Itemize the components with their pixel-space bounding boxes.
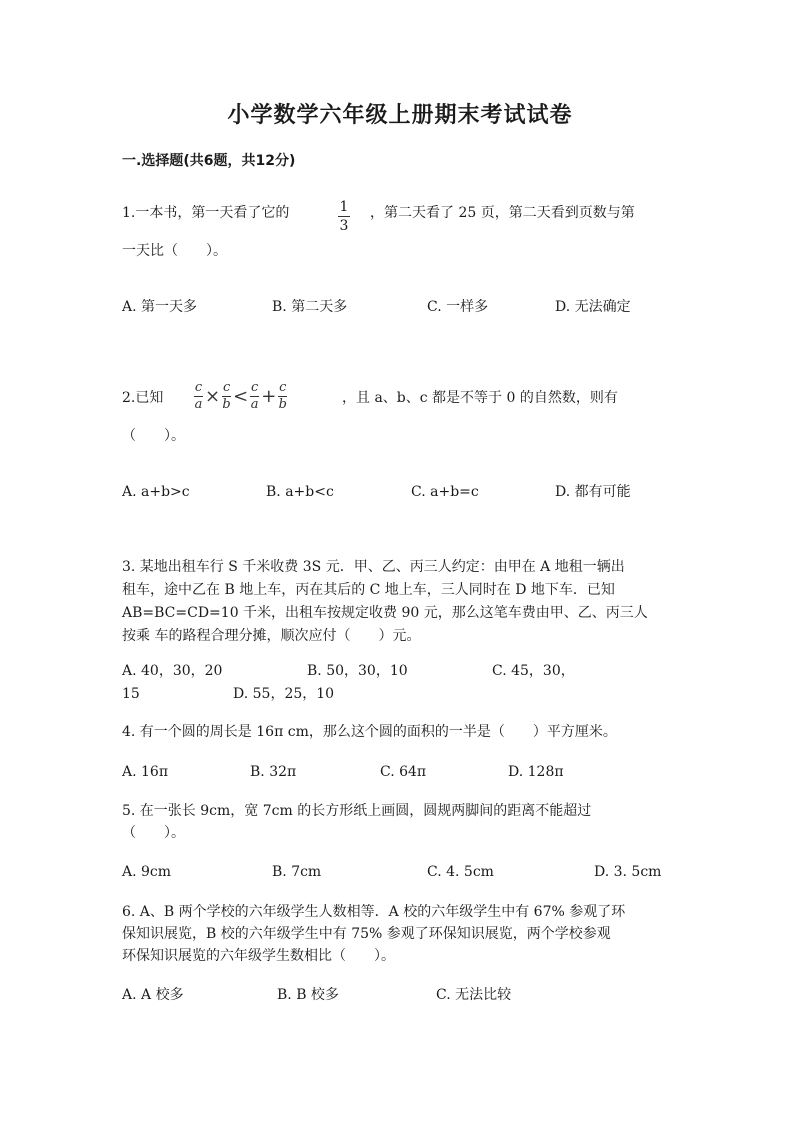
q3-text-line2: 租车，途中乙在 B 地上车，丙在其后的 C 地上车，三人同时在 D 地下车．已知 <box>122 582 615 598</box>
q5-option-b[interactable]: B. 7cm <box>272 864 322 880</box>
section-heading: 一.选择题(共6题，共12分) <box>122 153 296 169</box>
q1-option-a[interactable]: A. 第一天多 <box>122 299 198 315</box>
q1-fraction <box>338 196 350 234</box>
q3-option-b[interactable]: B. 50，30，10 <box>307 663 408 679</box>
q2-text-prefix: 2.已知 <box>122 390 164 406</box>
times-symbol: × <box>205 386 221 407</box>
q2-formula <box>194 381 287 412</box>
q6-option-b[interactable]: B. B 校多 <box>277 987 339 1003</box>
q4-text-line1: 4. 有一个圆的周长是 16π cm，那么这个圆的面积的一半是（ ）平方厘米。 <box>122 724 617 740</box>
q1-text-prefix: 1.一本书，第一天看了它的 <box>122 205 290 221</box>
q2-option-d[interactable]: D. 都有可能 <box>555 484 631 500</box>
q6-option-a[interactable]: A. A 校多 <box>122 987 184 1003</box>
formula-b: b <box>222 397 231 412</box>
q2-option-c[interactable]: C. a+b=c <box>411 484 479 500</box>
plus-symbol: + <box>261 386 277 407</box>
q5-text-line2: （ ）。 <box>122 825 185 841</box>
q4-option-d[interactable]: D. 128π <box>508 764 564 780</box>
q6-text-line2: 保知识展览，B 校的六年级学生中有 75% 参观了环保知识展览，两个学校参观 <box>122 926 611 942</box>
q5-option-c[interactable]: C. 4. 5cm <box>427 864 494 880</box>
less-than-symbol: < <box>233 386 249 407</box>
q1-text-suffix: ，第二天看了 25 页，第二天看到页数与第 <box>370 205 635 221</box>
q6-option-c[interactable]: C. 无法比较 <box>436 987 512 1003</box>
q2-option-a[interactable]: A. a+b>c <box>122 484 190 500</box>
q3-option-a[interactable]: A. 40，30，20 <box>122 663 223 679</box>
formula-c: c <box>279 380 287 395</box>
formula-a: a <box>194 397 203 412</box>
formula-b: b <box>278 397 287 412</box>
formula-c: c <box>251 380 259 395</box>
q2-option-b[interactable]: B. a+b<c <box>266 484 334 500</box>
q3-text-line1: 3. 某地出租车行 S 千米收费 3S 元．甲、乙、丙三人约定：由甲在 A 地租一辆出 <box>122 559 625 575</box>
q3-option-d[interactable]: D. 55，25，10 <box>233 686 335 702</box>
q5-option-d[interactable]: D. 3. 5cm <box>594 864 662 880</box>
page-title: 小学数学六年级上册期末考试试卷 <box>227 103 573 128</box>
formula-c: c <box>194 380 203 395</box>
q3-text-line3: AB=BC=CD=10 千米，出租车按规定收费 90 元，那么这笔车费由甲、乙、丙三人 <box>122 605 648 621</box>
formula-c: c <box>222 380 231 395</box>
q4-option-b[interactable]: B. 32π <box>250 764 297 780</box>
q3-text-line4: 按乘 车的路程合理分摊，顺次应付（ ）元。 <box>122 628 421 644</box>
q1-fraction-numerator: 1 <box>339 199 349 215</box>
q2-text-suffix: ，且 a、b、c 都是不等于 0 的自然数，则有 <box>342 390 618 406</box>
q5-text-line1: 5. 在一张长 9cm，宽 7cm 的长方形纸上画圆，圆规两脚间的距离不能超过 <box>122 803 592 819</box>
q2-text-line2: （ ）。 <box>122 428 185 444</box>
q4-option-a[interactable]: A. 16π <box>122 764 169 780</box>
q6-text-line3: 环保知识展览的六年级学生数相比（ ）。 <box>122 948 395 964</box>
q1-fraction-denominator: 3 <box>339 218 349 234</box>
q3-option-c-continued: 15 <box>122 686 140 702</box>
formula-a: a <box>250 397 259 412</box>
q4-option-c[interactable]: C. 64π <box>380 764 427 780</box>
q5-option-a[interactable]: A. 9cm <box>122 864 172 880</box>
q6-text-line1: 6. A、B 两个学校的六年级学生人数相等．A 校的六年级学生中有 67% 参观了环 <box>122 904 626 920</box>
q1-option-d[interactable]: D. 无法确定 <box>555 299 631 315</box>
q1-option-c[interactable]: C. 一样多 <box>427 299 489 315</box>
q1-option-b[interactable]: B. 第二天多 <box>272 299 348 315</box>
q3-option-c[interactable]: C. 45，30， <box>492 663 575 679</box>
q1-text-line2: 一天比（ ）。 <box>122 243 227 259</box>
